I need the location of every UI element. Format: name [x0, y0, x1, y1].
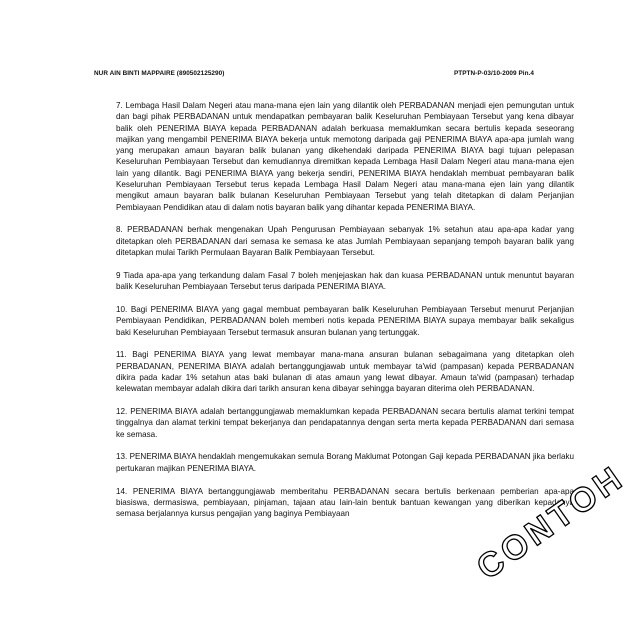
- header-borrower-name: NUR AIN BINTI MAPPAIRE (890502125290): [94, 70, 225, 77]
- clause-8: 8. PERBADANAN berhak mengenakan Upah Pengurusan Pembiayaan sebanyak 1% setahun atau apa-apa kadar yang ditetapkan oleh PERBADANAN dari semasa ke semasa ke atas Jumlah Pembiayaan sepanjang tempoh bayaran balik yang ditetapkan mulai Tarikh Permulaan Bayaran Balik Pembiayaan Tersebut.: [116, 225, 574, 258]
- clause-7: 7. Lembaga Hasil Dalam Negeri atau mana-mana ejen lain yang dilantik oleh PERBADANAN menjadi ejen pemungutan untuk dan bagi pihak PERBADANAN untuk mendapatkan pembayaran balik Keseluruhan Pembiayaan Tersebut yang kena dibayar balik oleh PENERIMA BIAYA kepada PERBADANAN adalah berkuasa memaklumkan secara bertulis kepada seseorang majikan yang mengambil PENERIMA BIAYA bekerja untuk memotong daripada gaji PENERIMA BIAYA apa-apa jumlah wang yang merupakan amaun bayaran balik bulanan yang dikehendaki daripada PENERIMA BIAYA bagi tujuan pelepasan Keseluruhan Pembiayaan Tersebut dan kemudiannya diremitkan kepada Lembaga Hasil Dalam Negeri atau mana-mana ejen lain yang dilantik. Bagi PENERIMA BIAYA yang bekerja sendiri, PENERIMA BIAYA hendaklah membuat pembayaran balik Keseluruhan Pembiayaan Tersebut terus kepada Lembaga Hasil Dalam Negeri atau mana-mana ejen lain yang dilantik mengikut amaun bayaran balik bulanan Keseluruhan Pembiayaan Tersebut yang telah ditetapkan di dalam Perjanjian Pembiayaan Pendidikan atau di dalam notis bayaran balik yang dihantar kepada PENERIMA BIAYA.: [116, 101, 574, 212]
- clause-11: 11. Bagi PENERIMA BIAYA yang lewat membayar mana-mana ansuran bulanan sebagaimana yang ditetapkan oleh PERBADANAN, PENERIMA BIAYA adalah bertanggungjawab untuk membayar ta'wid (pampasan) kepada PERBADANAN dikira pada kadar 1% setahun atas baki bulanan di atas amaun yang lewat dibayar. Amaun ta'wid (pampasan) terhadap kelewatan membayar adalah dikira dari tarikh ansuran kena dibayar sehingga bayaran diterima oleh PERBADANAN.: [116, 350, 574, 394]
- clause-10: 10. Bagi PENERIMA BIAYA yang gagal membuat pembayaran balik Keseluruhan Pembiayaan Tersebut menurut Perjanjian Pembiayaan Pendidikan, PERBADANAN boleh memberi notis kepada PENERIMA BIAYA supaya membayar balik sekaligus baki Keseluruhan Pembiayaan Tersebut termasuk ansuran bulanan yang tertunggak.: [116, 304, 574, 337]
- header-document-code: PTPTN-P-03/10-2009 Pin.4: [453, 70, 534, 77]
- page-header: [94, 70, 534, 77]
- watermark-stamp: CONTOH: [470, 458, 632, 588]
- clause-14: 14. PENERIMA BIAYA bertanggungjawab memberitahu PERBADANAN secara bertulis berkenaan pemberian apa-apa biasiswa, dermasiswa, pembiayaan, pinjaman, tajaan atau lain-lain bentuk bantuan kewangan yang diberikan kepadanya semasa berjalannya kursus pengajian yang baginya Pembiayaan: [116, 486, 574, 519]
- clause-9: 9 Tiada apa-apa yang terkandung dalam Fasal 7 boleh menjejaskan hak dan kuasa PERBADANAN untuk menuntut bayaran balik Keseluruhan Pembiayaan Tersebut terus daripada PENERIMA BIAYA.: [116, 270, 574, 292]
- clause-13: 13. PENERIMA BIAYA hendaklah mengemukakan semula Borang Maklumat Potongan Gaji kepada PERBADANAN jika berlaku pertukaran majikan PENERIMA BIAYA.: [116, 452, 574, 473]
- clauses-body: [116, 100, 574, 531]
- clause-12: 12. PENERIMA BIAYA adalah bertanggungjawab memaklumkan kepada PERBADANAN secara bertulis alamat terkini tempat tinggalnya dan alamat terkini tempat bekerjanya dan pendapatannya dengan serta merta kepada PERBADANAN dari semasa ke semasa.: [116, 407, 574, 439]
